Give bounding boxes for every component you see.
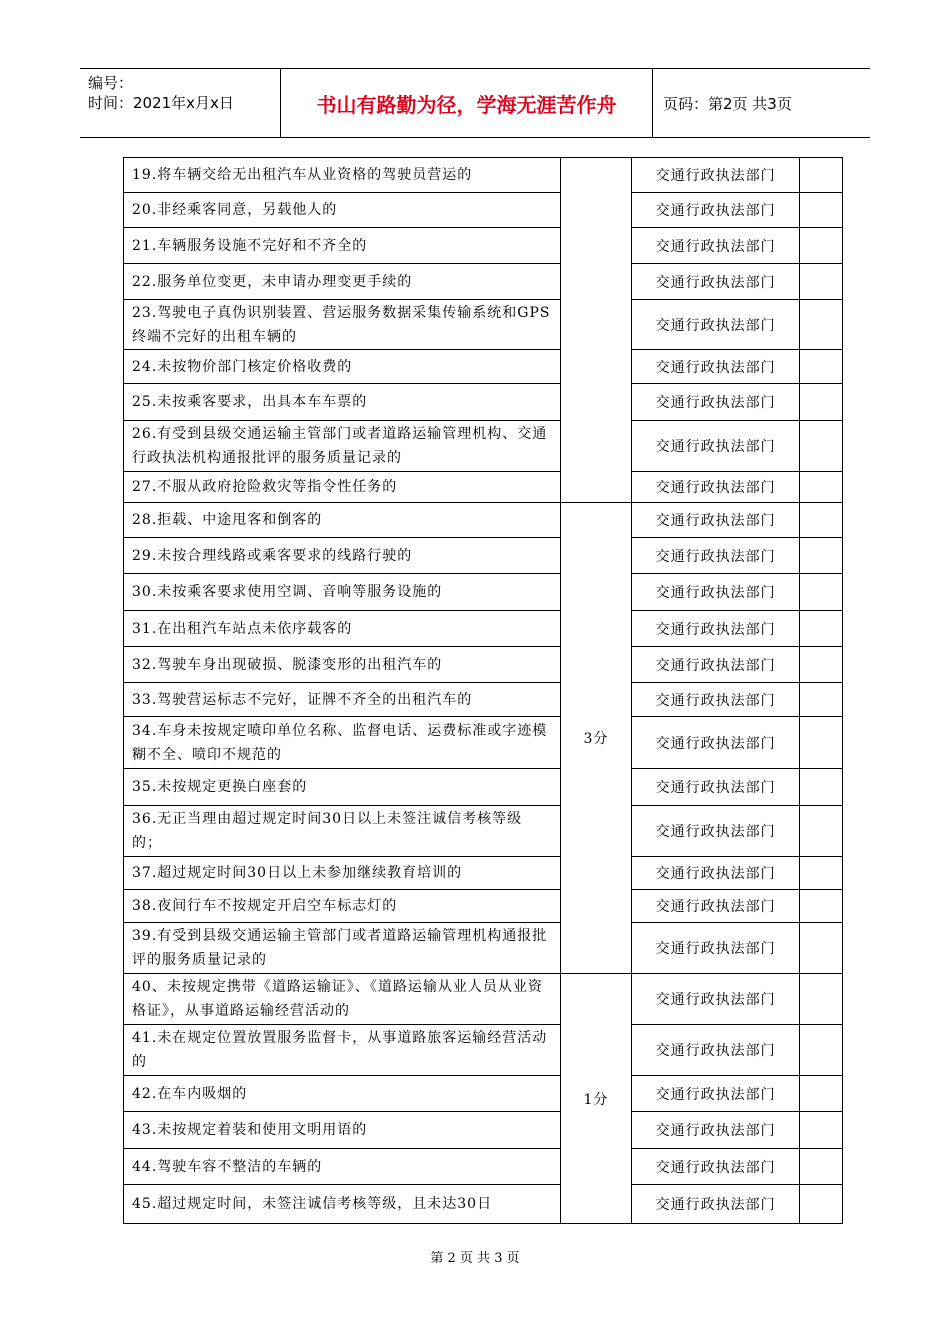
number-label: 编号： bbox=[88, 74, 134, 92]
table-row bbox=[124, 503, 843, 538]
dept-cell: 交通行政执法部门 bbox=[632, 350, 800, 384]
blank-cell bbox=[800, 228, 843, 264]
dept-cell: 交通行政执法部门 bbox=[632, 384, 800, 421]
dept-cell: 交通行政执法部门 bbox=[632, 421, 800, 472]
violation-item: 25.未按乘客要求，出具本车车票的 bbox=[124, 384, 561, 421]
blank-cell bbox=[800, 1185, 843, 1224]
violation-item: 37.超过规定时间30日以上未参加继续教育培训的 bbox=[124, 857, 561, 890]
dept-cell: 交通行政执法部门 bbox=[632, 974, 800, 1025]
violation-table-body bbox=[124, 158, 843, 1224]
dept-cell: 交通行政执法部门 bbox=[632, 228, 800, 264]
table-row bbox=[124, 923, 843, 974]
table-row bbox=[124, 384, 843, 421]
violation-item: 21.车辆服务设施不完好和不齐全的 bbox=[124, 228, 561, 264]
blank-cell bbox=[800, 647, 843, 683]
violation-item: 38.夜间行车不按规定开启空车标志灯的 bbox=[124, 890, 561, 923]
page-footer: 第 2 页 共 3 页 bbox=[430, 1251, 520, 1266]
table-row bbox=[124, 683, 843, 717]
blank-cell bbox=[800, 1112, 843, 1149]
violation-item: 30.未按乘客要求使用空调、音响等服务设施的 bbox=[124, 574, 561, 611]
dept-cell: 交通行政执法部门 bbox=[632, 538, 800, 574]
blank-cell bbox=[800, 683, 843, 717]
table-row bbox=[124, 300, 843, 350]
violation-item: 33.驾驶营运标志不完好，证牌不齐全的出租汽车的 bbox=[124, 683, 561, 717]
table-row bbox=[124, 1025, 843, 1076]
blank-cell bbox=[800, 193, 843, 228]
dept-cell: 交通行政执法部门 bbox=[632, 611, 800, 647]
header-page-info: 页码：第2页 共3页 bbox=[663, 94, 792, 113]
dept-cell: 交通行政执法部门 bbox=[632, 1149, 800, 1185]
table-row bbox=[124, 857, 843, 890]
table-row bbox=[124, 1185, 843, 1224]
dept-cell: 交通行政执法部门 bbox=[632, 264, 800, 300]
header-motto: 书山有路勤为径，学海无涯苦作舟 bbox=[281, 69, 653, 137]
dept-cell: 交通行政执法部门 bbox=[632, 158, 800, 193]
violation-item: 44.驾驶车容不整洁的车辆的 bbox=[124, 1149, 561, 1185]
violation-item: 34.车身未按规定喷印单位名称、监督电话、运费标准或字迹模糊不全、喷印不规范的 bbox=[124, 717, 561, 769]
dept-cell: 交通行政执法部门 bbox=[632, 574, 800, 611]
violation-item: 41.未在规定位置放置服务监督卡，从事道路旅客运输经营活动的 bbox=[124, 1025, 561, 1076]
table-row bbox=[124, 158, 843, 193]
violation-item: 22.服务单位变更，未申请办理变更手续的 bbox=[124, 264, 561, 300]
table-row bbox=[124, 264, 843, 300]
violation-item: 26.有受到县级交通运输主管部门或者道路运输管理机构、交通行政执法机构通报批评的服务质量记录的 bbox=[124, 421, 561, 472]
table-row bbox=[124, 1112, 843, 1149]
dept-cell: 交通行政执法部门 bbox=[632, 857, 800, 890]
score-cell: 1分 bbox=[560, 974, 632, 1224]
dept-cell: 交通行政执法部门 bbox=[632, 806, 800, 857]
blank-cell bbox=[800, 472, 843, 503]
violation-item: 19.将车辆交给无出租汽车从业资格的驾驶员营运的 bbox=[124, 158, 561, 193]
blank-cell bbox=[800, 384, 843, 421]
dept-cell: 交通行政执法部门 bbox=[632, 472, 800, 503]
blank-cell bbox=[800, 1149, 843, 1185]
violation-item: 24.未按物价部门核定价格收费的 bbox=[124, 350, 561, 384]
table-row bbox=[124, 611, 843, 647]
violation-item: 36.无正当理由超过规定时间30日以上未签注诚信考核等级的； bbox=[124, 806, 561, 857]
dept-cell: 交通行政执法部门 bbox=[632, 683, 800, 717]
blank-cell bbox=[800, 717, 843, 769]
dept-cell: 交通行政执法部门 bbox=[632, 647, 800, 683]
dept-cell: 交通行政执法部门 bbox=[632, 890, 800, 923]
blank-cell bbox=[800, 574, 843, 611]
page-header bbox=[80, 68, 870, 138]
blank-cell bbox=[800, 503, 843, 538]
blank-cell bbox=[800, 1076, 843, 1112]
table-row bbox=[124, 974, 843, 1025]
blank-cell bbox=[800, 350, 843, 384]
table-row bbox=[124, 350, 843, 384]
blank-cell bbox=[800, 890, 843, 923]
table-row bbox=[124, 890, 843, 923]
score-cell: 3分 bbox=[560, 503, 632, 974]
blank-cell bbox=[800, 769, 843, 806]
blank-cell bbox=[800, 974, 843, 1025]
blank-cell bbox=[800, 857, 843, 890]
violation-item: 43.未按规定着装和使用文明用语的 bbox=[124, 1112, 561, 1149]
violation-item: 45.超过规定时间，未签注诚信考核等级，且未达30日 bbox=[124, 1185, 561, 1224]
violation-item: 27.不服从政府抢险救灾等指令性任务的 bbox=[124, 472, 561, 503]
table-row bbox=[124, 769, 843, 806]
violation-table bbox=[123, 157, 843, 1224]
blank-cell bbox=[800, 806, 843, 857]
dept-cell: 交通行政执法部门 bbox=[632, 1076, 800, 1112]
table-row bbox=[124, 538, 843, 574]
table-row bbox=[124, 647, 843, 683]
violation-item: 40、未按规定携带《道路运输证》、《道路运输从业人员从业资格证》，从事道路运输经营活动的 bbox=[124, 974, 561, 1025]
dept-cell: 交通行政执法部门 bbox=[632, 769, 800, 806]
dept-cell: 交通行政执法部门 bbox=[632, 717, 800, 769]
blank-cell bbox=[800, 1025, 843, 1076]
table-row bbox=[124, 228, 843, 264]
time-label: 时间：2021年x月x日 bbox=[88, 94, 234, 112]
table-row bbox=[124, 472, 843, 503]
table-row bbox=[124, 421, 843, 472]
violation-item: 20.非经乘客同意，另载他人的 bbox=[124, 193, 561, 228]
table-row bbox=[124, 1076, 843, 1112]
violation-item: 32.驾驶车身出现破损、脱漆变形的出租汽车的 bbox=[124, 647, 561, 683]
dept-cell: 交通行政执法部门 bbox=[632, 503, 800, 538]
blank-cell bbox=[800, 611, 843, 647]
table-row bbox=[124, 1149, 843, 1185]
header-meta bbox=[80, 69, 281, 137]
violation-item: 31.在出租汽车站点未依序载客的 bbox=[124, 611, 561, 647]
dept-cell: 交通行政执法部门 bbox=[632, 193, 800, 228]
dept-cell: 交通行政执法部门 bbox=[632, 1185, 800, 1224]
table-row bbox=[124, 193, 843, 228]
blank-cell bbox=[800, 421, 843, 472]
violation-item: 42.在车内吸烟的 bbox=[124, 1076, 561, 1112]
blank-cell bbox=[800, 923, 843, 974]
violation-item: 39.有受到县级交通运输主管部门或者道路运输管理机构通报批评的服务质量记录的 bbox=[124, 923, 561, 974]
blank-cell bbox=[800, 158, 843, 193]
score-cell bbox=[560, 158, 632, 503]
violation-item: 35.未按规定更换白座套的 bbox=[124, 769, 561, 806]
blank-cell bbox=[800, 264, 843, 300]
dept-cell: 交通行政执法部门 bbox=[632, 1025, 800, 1076]
violation-item: 29.未按合理线路或乘客要求的线路行驶的 bbox=[124, 538, 561, 574]
violation-item: 23.驾驶电子真伪识别装置、营运服务数据采集传输系统和GPS终端不完好的出租车辆的 bbox=[124, 300, 561, 350]
blank-cell bbox=[800, 538, 843, 574]
table-row bbox=[124, 574, 843, 611]
table-row bbox=[124, 806, 843, 857]
dept-cell: 交通行政执法部门 bbox=[632, 300, 800, 350]
violation-item: 28.拒载、中途甩客和倒客的 bbox=[124, 503, 561, 538]
dept-cell: 交通行政执法部门 bbox=[632, 923, 800, 974]
blank-cell bbox=[800, 300, 843, 350]
table-row bbox=[124, 717, 843, 769]
dept-cell: 交通行政执法部门 bbox=[632, 1112, 800, 1149]
